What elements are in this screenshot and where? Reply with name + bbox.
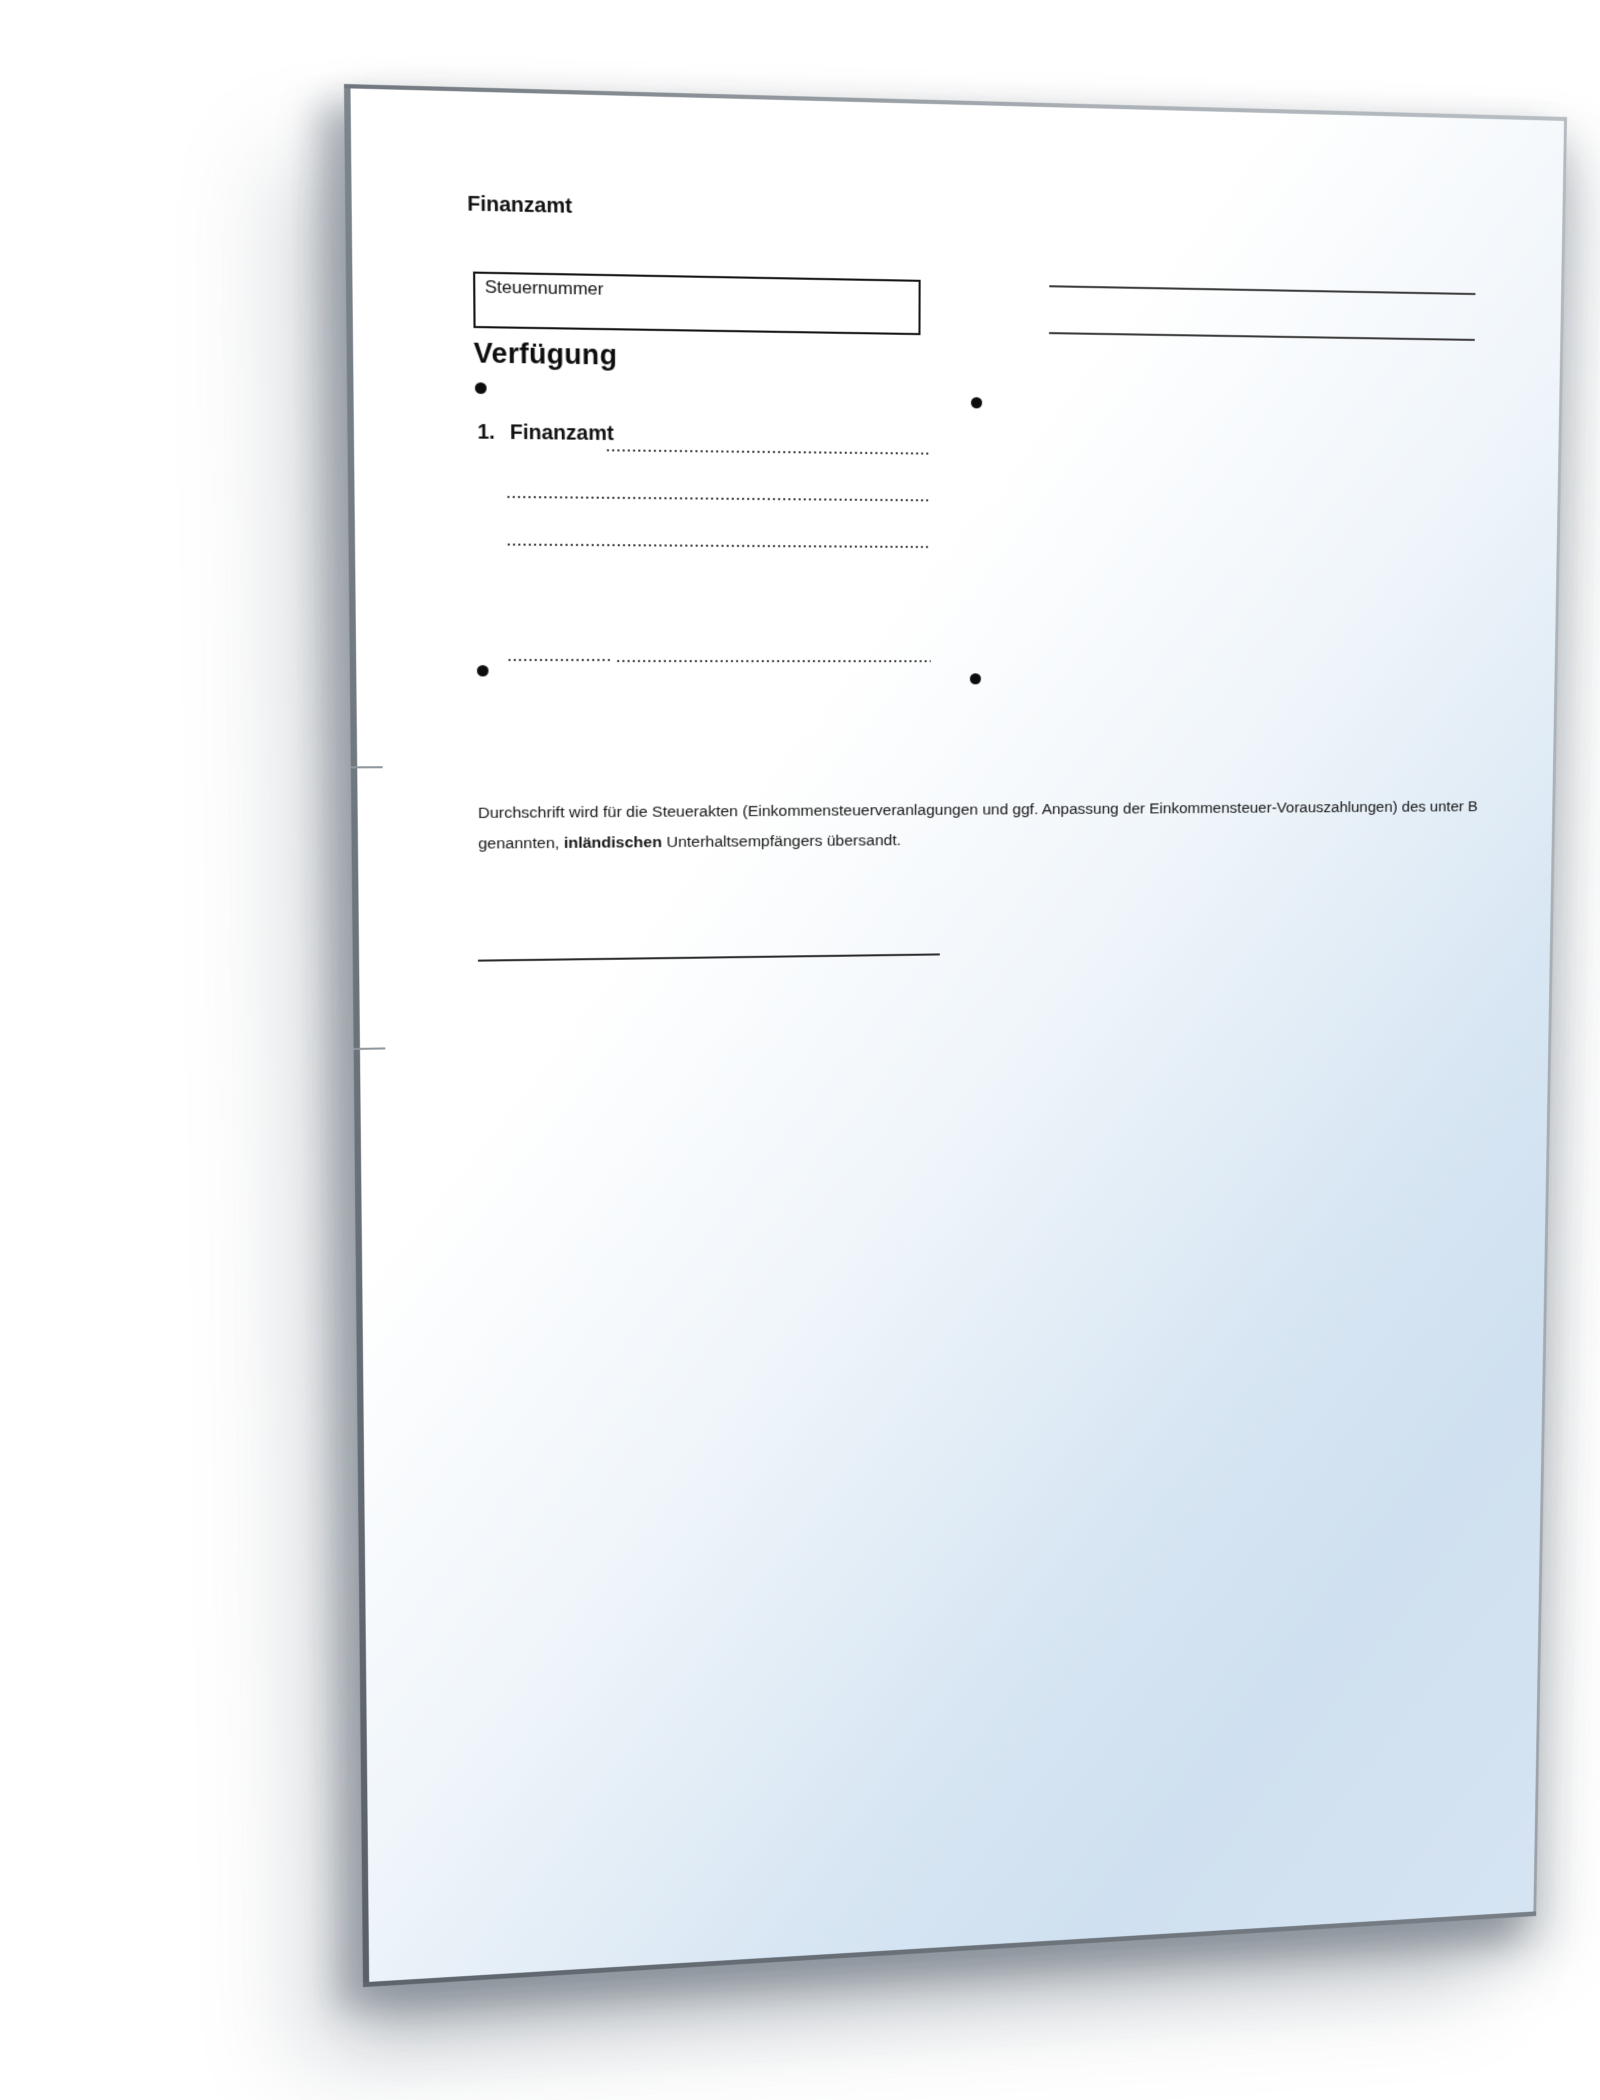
steuernummer-label: Steuernummer [484,276,604,299]
dotted-fill-line-3[interactable] [508,544,931,549]
bullet-icon [475,382,487,394]
item-label: Finanzamt [509,421,614,446]
note-line-2: genannten, inländischen Unterhaltsempfängers übersandt. [478,832,901,853]
numbered-item-finanzamt [477,421,613,446]
page-edge-left [344,84,369,1987]
page-edge-bottom [363,1911,1536,1987]
fold-mark-top [351,766,383,768]
bullet-icon [971,397,982,408]
finanzamt-header: Finanzamt [467,192,573,219]
document-page [344,84,1567,1987]
item-number: 1. [477,420,496,444]
dotted-fill-line-4b[interactable] [617,660,931,662]
signature-line[interactable] [478,953,940,961]
dotted-fill-line-2[interactable] [507,496,931,501]
note-line-1: Durchschrift wird für die Steuerakten (Einkommensteuerveranlagungen und ggf. Anpassung der Einkommensteuer-Vorauszahlungen) des unter B [477,798,1478,823]
page-edge-right [1533,117,1567,1916]
steuernummer-field[interactable] [473,272,921,336]
bullet-icon [477,665,489,676]
dotted-fill-line-4a[interactable] [508,659,609,661]
document-title: Verfügung [473,337,618,371]
bullet-icon [970,673,981,684]
dotted-fill-line-1[interactable] [607,449,931,454]
note-bold-word: inländischen [563,833,662,852]
top-right-blank-line-2[interactable] [1049,332,1475,341]
fold-mark-bottom [354,1047,386,1050]
top-right-blank-line-1[interactable] [1049,285,1475,295]
page-edge-top [344,84,1567,121]
durchschrift-note [478,793,1478,860]
